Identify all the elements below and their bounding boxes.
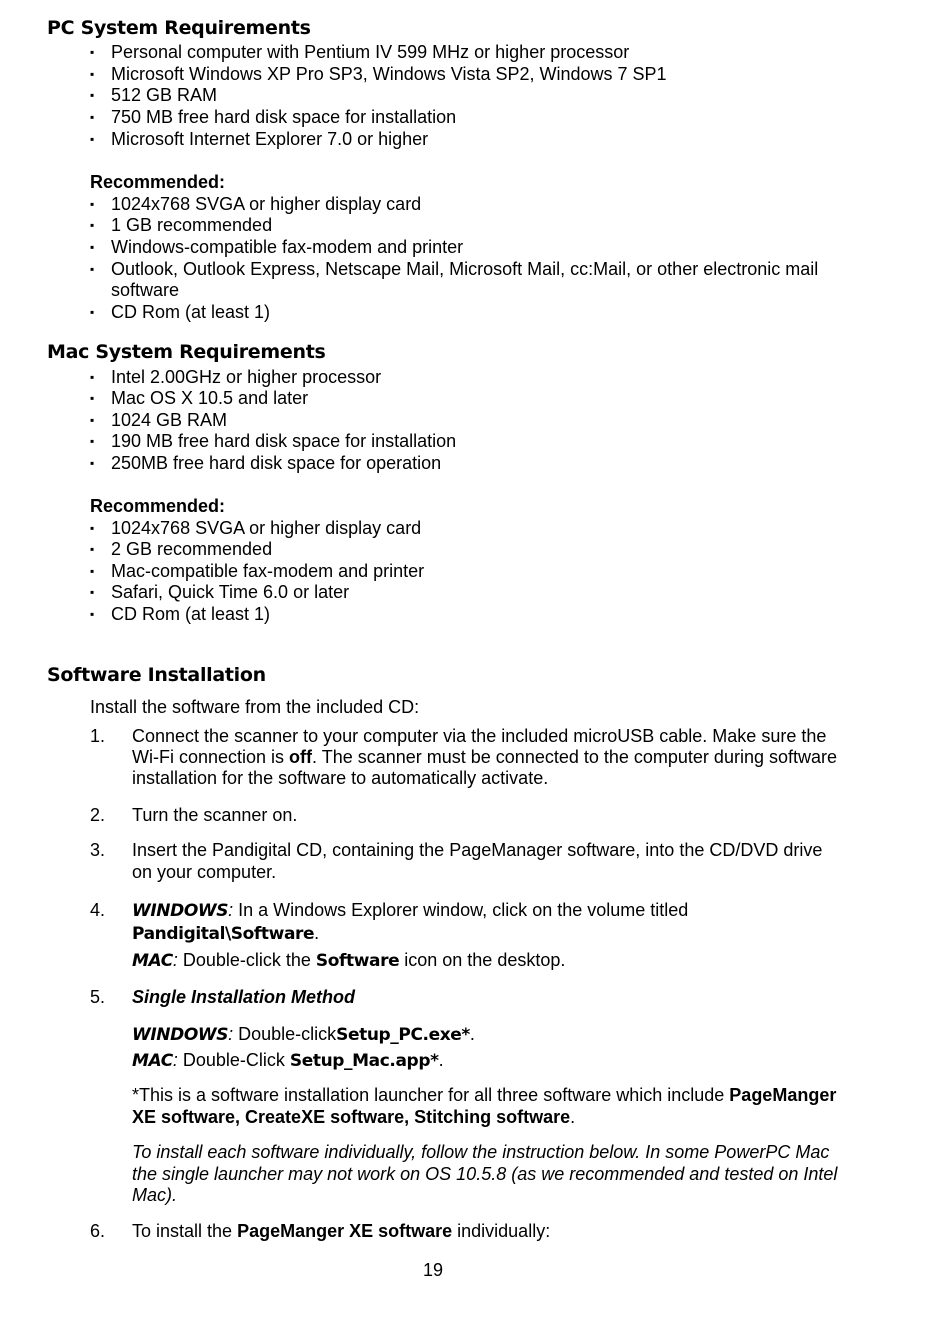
setup-pc-file: Setup_PC.exe* [336, 1025, 470, 1045]
list-item: Outlook, Outlook Express, Netscape Mail, Microsoft Mail, cc:Mail, or other electronic mail [111, 259, 819, 279]
step-text-line: on your computer. [132, 862, 277, 882]
step-number: 4. [90, 900, 106, 920]
bullet-icon: ▪ [90, 521, 95, 535]
bullet-icon: ▪ [90, 45, 95, 59]
bullet-icon: ▪ [90, 542, 95, 556]
software-icon-name: Software [315, 951, 400, 971]
bullet-icon: ▪ [90, 305, 95, 319]
step-path-line: Pandigital\Software. [132, 923, 320, 944]
list-item: Safari, Quick Time 6.0 or later [111, 582, 350, 602]
individual-install-note: Mac). [132, 1185, 177, 1205]
list-item: Mac OS X 10.5 and later [111, 388, 309, 408]
list-item: Microsoft Internet Explorer 7.0 or higher [111, 129, 429, 149]
page-number: 19 [422, 1260, 444, 1280]
mac-label: MAC [132, 951, 173, 971]
bullet-icon: ▪ [90, 391, 95, 405]
list-item: 1024x768 SVGA or higher display card [111, 518, 422, 538]
launcher-note-line: *This is a software installation launcher for all three software which include PageManger [132, 1085, 837, 1105]
list-item: 1024 GB RAM [111, 410, 228, 430]
bullet-icon: ▪ [90, 564, 95, 578]
step-text-line: Connect the scanner to your computer via the included microUSB cable. Make sure the [132, 726, 827, 746]
step-number: 6. [90, 1221, 106, 1241]
list-item: Windows-compatible fax-modem and printer [111, 237, 464, 257]
step-text-line: Wi-Fi connection is off. The scanner must be connected to the computer during software [132, 747, 837, 767]
step-number: 2. [90, 805, 106, 825]
software-installation-heading: Software Installation [47, 664, 266, 686]
step-text-line: Insert the Pandigital CD, containing the PageManager software, into the CD/DVD drive [132, 840, 823, 860]
wifi-off-emphasis: off [289, 747, 313, 767]
launcher-note-line: XE software, CreateXE software, Stitching software. [132, 1107, 576, 1127]
windows-label: WINDOWS [132, 901, 229, 921]
bullet-icon: ▪ [90, 456, 95, 470]
bullet-icon: ▪ [90, 218, 95, 232]
list-item: 750 MB free hard disk space for installation [111, 107, 457, 127]
bullet-icon: ▪ [90, 197, 95, 211]
bullet-icon: ▪ [90, 240, 95, 254]
pc-requirements-heading: PC System Requirements [47, 17, 311, 39]
list-item: 190 MB free hard disk space for installation [111, 431, 457, 451]
pc-recommended-label: Recommended: [90, 172, 226, 192]
bullet-icon: ▪ [90, 88, 95, 102]
list-item: 1024x768 SVGA or higher display card [111, 194, 422, 214]
step-windows-line: WINDOWS: Double-clickSetup_PC.exe*. [132, 1024, 475, 1045]
list-item: CD Rom (at least 1) [111, 604, 271, 624]
individual-install-note: the single launcher may not work on OS 10.5.8 (as we recommended and tested on Intel [132, 1164, 838, 1184]
list-item: 1 GB recommended [111, 215, 273, 235]
mac-requirements-heading: Mac System Requirements [47, 341, 326, 363]
step-text-line: installation for the software to automatically activate. [132, 768, 549, 788]
list-item: Microsoft Windows XP Pro SP3, Windows Vista SP2, Windows 7 SP1 [111, 64, 667, 84]
list-item: 512 GB RAM [111, 85, 218, 105]
mac-label: MAC [132, 1051, 173, 1071]
step-number: 5. [90, 987, 106, 1007]
list-item: 2 GB recommended [111, 539, 273, 559]
bullet-icon: ▪ [90, 434, 95, 448]
installation-intro: Install the software from the included CD: [90, 697, 420, 717]
bullet-icon: ▪ [90, 413, 95, 427]
bullet-icon: ▪ [90, 607, 95, 621]
step-number: 3. [90, 840, 106, 860]
bullet-icon: ▪ [90, 370, 95, 384]
list-item: Mac-compatible fax-modem and printer [111, 561, 425, 581]
individual-install-note: To install each software individually, follow the instruction below. In some PowerPC Mac [132, 1142, 830, 1162]
list-item: CD Rom (at least 1) [111, 302, 271, 322]
bullet-icon: ▪ [90, 110, 95, 124]
mac-recommended-label: Recommended: [90, 496, 226, 516]
software-path: Pandigital\Software [132, 924, 315, 944]
bullet-icon: ▪ [90, 585, 95, 599]
setup-mac-file: Setup_Mac.app* [289, 1051, 439, 1071]
list-item: Intel 2.00GHz or higher processor [111, 367, 382, 387]
step-text-line: Turn the scanner on. [132, 805, 298, 825]
windows-label: WINDOWS [132, 1025, 229, 1045]
list-item: 250MB free hard disk space for operation [111, 453, 442, 473]
step-number: 1. [90, 726, 106, 746]
bullet-icon: ▪ [90, 262, 95, 276]
bullet-icon: ▪ [90, 132, 95, 146]
step-mac-line: MAC: Double-click the Software icon on the desktop. [132, 950, 566, 971]
list-item-continuation: software [111, 280, 180, 300]
single-install-title: Single Installation Method [132, 987, 356, 1007]
step-text-line: To install the PageManger XE software individually: [132, 1221, 551, 1241]
bullet-icon: ▪ [90, 67, 95, 81]
step-windows-line: WINDOWS: In a Windows Explorer window, click on the volume titled [132, 900, 689, 921]
list-item: Personal computer with Pentium IV 599 MHz or higher processor [111, 42, 630, 62]
step-mac-line: MAC: Double-Click Setup_Mac.app*. [132, 1050, 444, 1071]
